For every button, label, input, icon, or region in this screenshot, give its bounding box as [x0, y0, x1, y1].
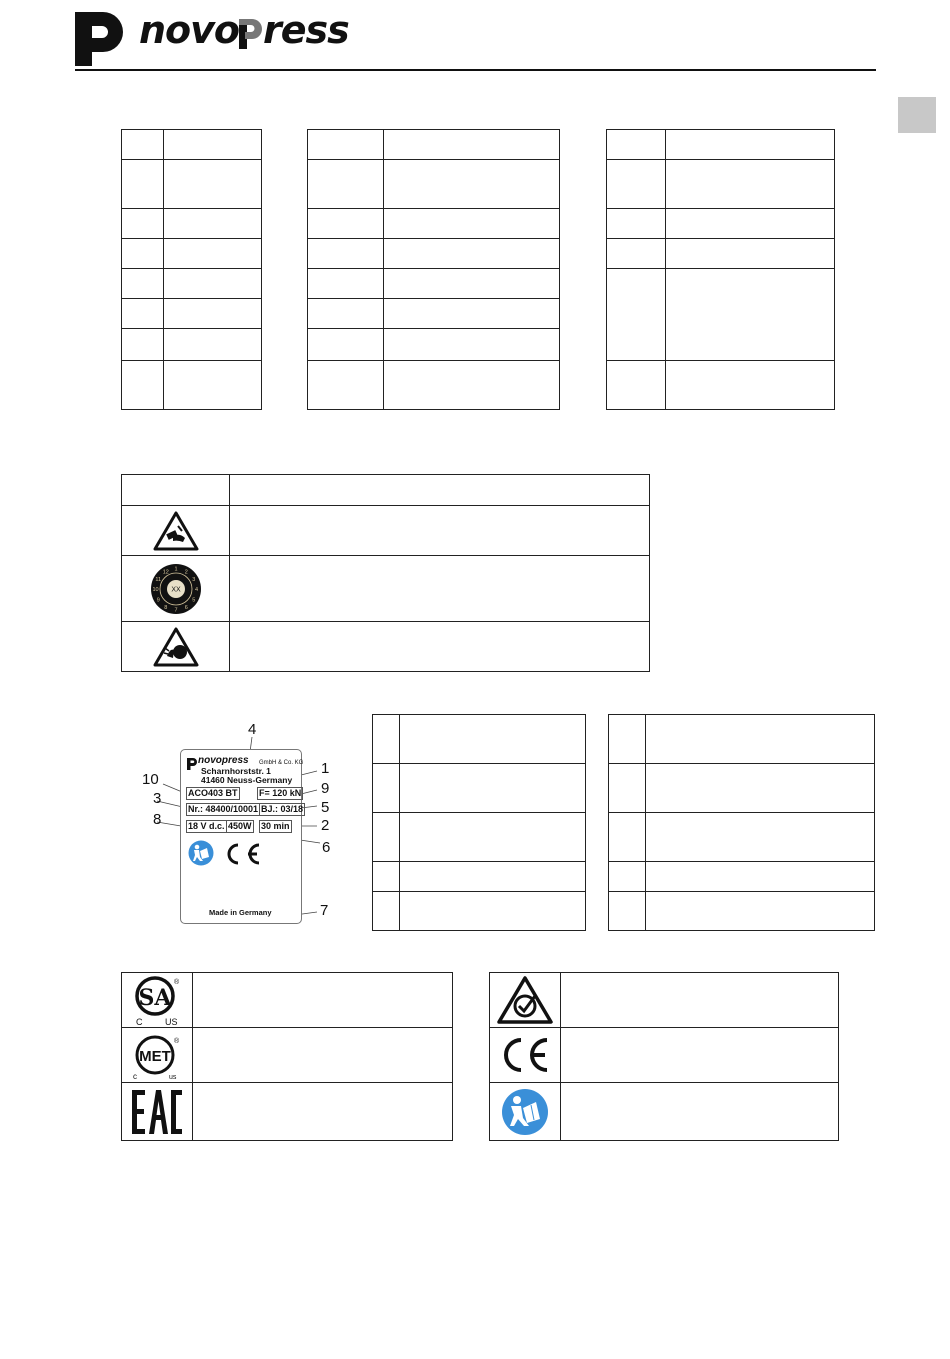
ce-mark-icon: [490, 1035, 560, 1075]
table-cell: [193, 1028, 453, 1083]
table-cell: [646, 764, 875, 813]
table-cell: [122, 1028, 193, 1083]
nameplate-city: 41460 Neuss-Germany: [201, 775, 293, 785]
callout-9: 9: [321, 780, 330, 797]
table-cell: [400, 892, 586, 931]
nameplate-figure: [135, 720, 345, 930]
nameplate-serial: Nr.: 48400/10001: [188, 804, 259, 814]
table-cell: [122, 556, 230, 622]
table-cell: [122, 361, 164, 410]
table-cell: [373, 764, 400, 813]
table-cell: [122, 269, 164, 299]
table-cell: [230, 475, 650, 506]
svg-text:MET: MET: [139, 1048, 171, 1065]
table-cell: [666, 160, 835, 209]
svg-text:C: C: [136, 1017, 143, 1026]
table-cell: [122, 239, 164, 269]
callout-4: 4: [248, 721, 257, 738]
table-cell: [122, 475, 230, 506]
table-cell: [609, 715, 646, 764]
table-cell: [373, 715, 400, 764]
table-cell: [122, 1083, 193, 1141]
nameplate-made-in: Made in Germany: [209, 908, 272, 917]
table-cell: [193, 1083, 453, 1141]
table-cell: [490, 1083, 561, 1141]
table-cell: [308, 130, 384, 160]
table-cell: [308, 299, 384, 329]
table-cell: [164, 269, 262, 299]
table-cell: [607, 130, 666, 160]
table-cell: [400, 813, 586, 862]
section-tab-marker: [898, 97, 936, 133]
callout-2: 2: [321, 817, 330, 834]
cert-table-right: [489, 972, 839, 1141]
table-cell: [122, 622, 230, 672]
sticker-digit: 3: [191, 576, 195, 583]
callout-7: 7: [320, 902, 329, 919]
table-cell: [164, 299, 262, 329]
csa-c-us-mark-icon: [122, 974, 192, 1026]
table-cell: [308, 269, 384, 299]
read-manual-icon: [490, 1088, 560, 1136]
nameplate-duration: 30 min: [261, 821, 290, 831]
table-cell: [373, 892, 400, 931]
table-cell: [646, 862, 875, 892]
svg-text:®: ®: [174, 1038, 180, 1045]
table-cell: [230, 556, 650, 622]
table-cell: [384, 329, 560, 361]
table-cell: [384, 361, 560, 410]
pinch-hazard-warning-icon: [122, 510, 229, 552]
table-cell: [609, 764, 646, 813]
sticker-digit: 8: [163, 604, 167, 611]
warning-labels-table: [121, 474, 650, 672]
svg-text:US: US: [165, 1017, 178, 1026]
svg-text:c: c: [133, 1072, 137, 1081]
sticker-digit: 6: [184, 604, 188, 611]
nameplate-ce-mark-icon: [221, 842, 263, 871]
nameplate-street: Scharnhorststr. 1: [201, 766, 271, 776]
logo-text-ress: ress: [263, 8, 349, 52]
svg-text:SA: SA: [138, 985, 172, 1011]
callout-10: 10: [142, 771, 159, 788]
table-cell: [384, 239, 560, 269]
table-cell: [308, 209, 384, 239]
sticker-digit: 1: [173, 566, 178, 572]
nameplate-legend-left: [372, 714, 586, 931]
table-cell: [666, 361, 835, 410]
table-cell: [666, 130, 835, 160]
table-cell: [384, 269, 560, 299]
table-cell: [400, 715, 586, 764]
sticker-center-text: XX: [170, 586, 181, 593]
rcm-mark-icon: [490, 976, 560, 1024]
header-divider: [75, 69, 876, 71]
table-cell: [490, 1028, 561, 1083]
table-cell: [609, 862, 646, 892]
specs-table-middle: [307, 129, 560, 410]
table-cell: [490, 973, 561, 1028]
table-cell: [308, 160, 384, 209]
sticker-digit: 11: [154, 576, 161, 583]
svg-text:®: ®: [174, 979, 180, 986]
logo-p-icon: [75, 8, 125, 66]
table-cell: [230, 506, 650, 556]
table-cell: [164, 160, 262, 209]
table-cell: [646, 715, 875, 764]
sticker-digit: 10: [151, 586, 159, 593]
callout-6: 6: [322, 839, 331, 856]
table-cell: [122, 209, 164, 239]
table-cell: [230, 622, 650, 672]
eac-mark-icon: [122, 1089, 192, 1135]
table-cell: [607, 269, 666, 361]
nameplate-power: 450W: [228, 821, 252, 831]
novopress-logo: [75, 8, 385, 66]
table-cell: [122, 160, 164, 209]
svg-text:us: us: [169, 1074, 177, 1081]
cert-table-left: [121, 972, 453, 1141]
inspection-date-sticker-icon: [122, 563, 229, 615]
table-cell: [400, 862, 586, 892]
callout-3: 3: [153, 790, 162, 807]
table-cell: [609, 892, 646, 931]
table-cell: [666, 269, 835, 361]
table-cell: [308, 329, 384, 361]
nameplate-model: ACO403 BT: [188, 788, 238, 798]
table-cell: [646, 813, 875, 862]
sticker-digit: 12: [162, 568, 169, 575]
specs-table-left: [121, 129, 262, 410]
table-cell: [607, 209, 666, 239]
table-cell: [384, 299, 560, 329]
table-cell: [607, 239, 666, 269]
callout-5: 5: [321, 799, 330, 816]
table-cell: [400, 764, 586, 813]
table-cell: [561, 1028, 839, 1083]
nameplate-read-manual-icon: [188, 840, 214, 871]
table-cell: [609, 813, 646, 862]
table-cell: [373, 813, 400, 862]
table-cell: [646, 892, 875, 931]
sticker-digit: 4: [194, 586, 198, 593]
nameplate-year: BJ.: 03/18: [261, 804, 304, 814]
nameplate-logo-icon: [187, 757, 197, 770]
specs-table-right: [606, 129, 835, 410]
logo-text-novo: novo: [139, 8, 240, 52]
sticker-digit: 9: [156, 596, 160, 603]
table-cell: [384, 209, 560, 239]
table-cell: [561, 973, 839, 1028]
table-cell: [607, 160, 666, 209]
nameplate: [180, 749, 302, 924]
hand-crush-warning-icon: [122, 626, 229, 668]
nameplate-legend-right: [608, 714, 875, 931]
table-cell: [384, 160, 560, 209]
logo-inline-p-icon: [239, 14, 263, 58]
table-cell: [122, 299, 164, 329]
table-cell: [164, 239, 262, 269]
table-cell: [164, 209, 262, 239]
table-cell: [308, 361, 384, 410]
table-cell: [373, 862, 400, 892]
table-cell: [666, 209, 835, 239]
nameplate-force: F= 120 kN: [259, 788, 302, 798]
table-cell: [122, 973, 193, 1028]
nameplate-voltage: 18 V d.c.: [188, 821, 225, 831]
met-c-us-mark-icon: [122, 1029, 192, 1081]
nameplate-company-suffix: GmbH & Co. KG: [259, 760, 304, 766]
table-cell: [384, 130, 560, 160]
table-cell: [666, 239, 835, 269]
table-cell: [122, 130, 164, 160]
callout-8: 8: [153, 811, 162, 828]
table-cell: [164, 329, 262, 361]
table-cell: [122, 329, 164, 361]
sticker-digit: 5: [191, 596, 195, 603]
sticker-digit: 2: [184, 568, 188, 575]
nameplate-brand: novopress: [198, 755, 249, 766]
table-cell: [164, 130, 262, 160]
table-cell: [561, 1083, 839, 1141]
table-cell: [607, 361, 666, 410]
table-cell: [164, 361, 262, 410]
table-cell: [122, 506, 230, 556]
callout-1: 1: [321, 760, 330, 777]
logo-wordmark: [139, 8, 349, 52]
table-cell: [193, 973, 453, 1028]
table-cell: [308, 239, 384, 269]
sticker-digit: 7: [173, 607, 178, 613]
